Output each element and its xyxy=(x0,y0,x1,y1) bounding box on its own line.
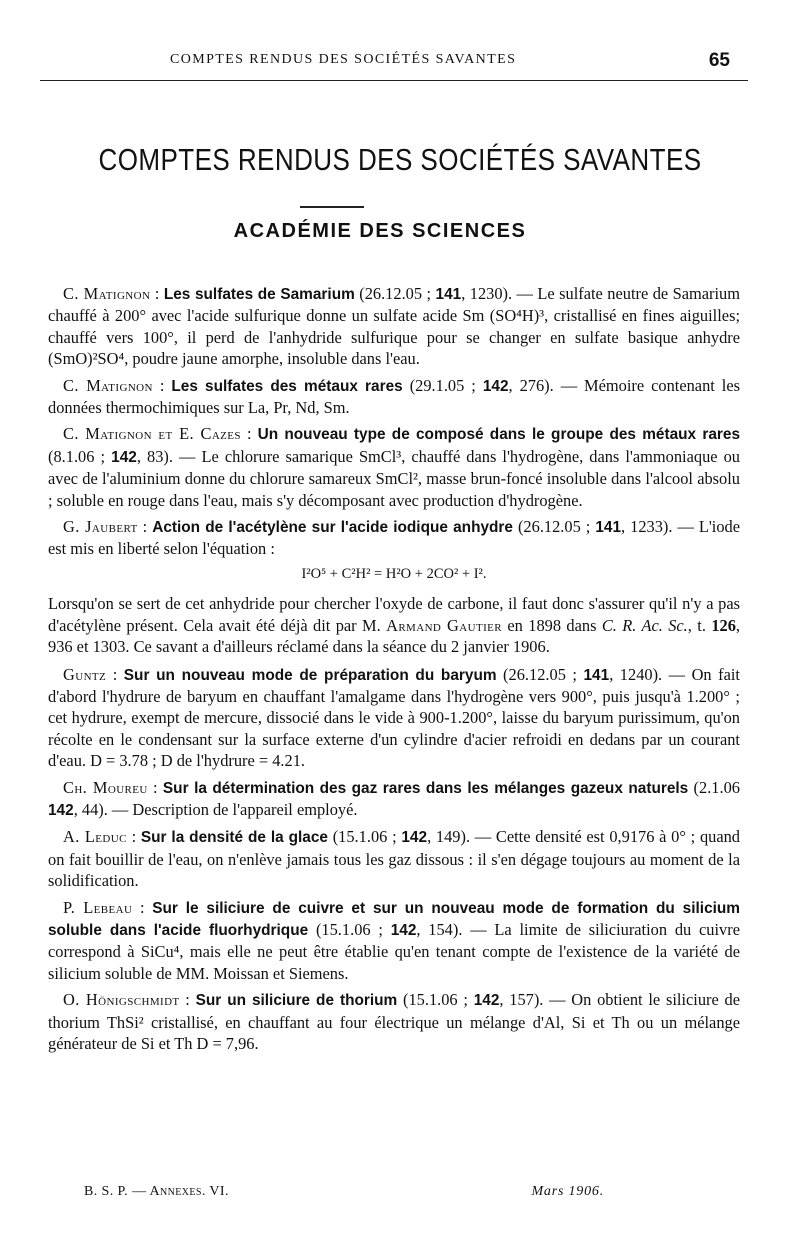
entry-volume: 141 xyxy=(583,666,610,684)
entry-sep: : xyxy=(152,375,172,395)
entry-matignon-cazes xyxy=(48,423,740,511)
entry-ref: (26.12.05 ; xyxy=(354,284,436,303)
entry-text: , 1230). — Le sulfate neutre de Samarium chauffé à 200° avec l'acide sulfurique donne un sulfate acide Sm (SO⁴H)³, cristallisé en fines aiguilles; chauffé vers 100°, il perd de l'anhydride sulfurique pour se changer en sulfate basique anhydre (SmO)²SO⁴, poudre jaune amorphe, insoluble dans l'eau. xyxy=(48,284,740,369)
entry-title: Sur le siliciure de cuivre et sur un nouveau mode de formation du silicium soluble dans l'acide fluorhydrique xyxy=(48,899,740,939)
entry-moureu xyxy=(48,777,740,822)
entry-title: Les sulfates de Samarium xyxy=(163,286,355,303)
entry-ref: (26.12.05 ; xyxy=(496,664,584,684)
entry-title: Sur un siliciure de thorium xyxy=(195,992,398,1010)
entry-volume: 141 xyxy=(595,519,622,537)
entry-leduc xyxy=(48,826,740,891)
entry-title: Action de l'acétylène sur l'acide iodique anhydre xyxy=(152,519,513,537)
section-title: ACADÉMIE DES SCIENCES xyxy=(233,220,527,242)
entry-text: , 154). — La limite de siliciuration du cuivre correspond à SiCu⁴, mais elle ne peut être établie qu'en tenant compte de l'existence de la variété de silicium soluble de MM. Moissan et Siemens. xyxy=(48,919,740,983)
title-rule xyxy=(300,206,364,208)
entry-author: C. Matignon et E. Cazes xyxy=(63,424,241,444)
entry-text: , 1240). — On fait d'abord l'hydrure de baryum en chauffant l'amalgame dans l'hydrogène vers 900°, puis jusqu'à 1.200° ; cet hydrure, exempt de mercure, dissocié dans le vide à 900-1.200°, laisse du baryum purissimum, qu'on récolte en le condensant sur la surface externe d'un cylindre d'acier refroidi en dedans par un courant d'eau. D = 3.78 ; D de l'hydrure = 4.21. xyxy=(48,664,740,771)
entry-sep: : xyxy=(240,424,258,444)
entry-volume: 142 xyxy=(111,448,137,466)
entry-text: , 157). — On obtient le siliciure de thorium ThSi² cristallisé, en chauffant au four électrique un mélange d'Al, Si et Th ou un mélange générateur de Si et Th D = 7,96. xyxy=(48,990,740,1053)
entry-text: , 149). — Cette densité est 0,9176 à 0° ; quand on fait bouillir de l'eau, on n'enlève jamais tous les gaz dissous : il s'en dégage toujours au moment de la solidification. xyxy=(48,827,740,891)
entry-volume: 142 xyxy=(390,921,417,939)
paragraph-text: , 936 et 1303. Ce savant a d'ailleurs réclamé dans la séance du 2 janvier 1906. xyxy=(48,615,741,657)
entry-volume: 142 xyxy=(48,801,74,819)
entry-ref: (8.1.06 ; xyxy=(48,446,112,466)
running-title: COMPTES RENDUS DES SOCIÉTÉS SAVANTES xyxy=(170,52,517,67)
entry-ref: (15.1.06 ; xyxy=(308,919,391,939)
entry-ref: (2.1.06 xyxy=(688,777,740,797)
entry-ref: (15.1.06 ; xyxy=(397,990,474,1010)
entry-author: P. Lebeau xyxy=(63,897,133,917)
entry-sep: : xyxy=(150,284,164,303)
entry-sep: : xyxy=(179,990,196,1010)
header-rule xyxy=(40,80,748,81)
entry-sep: : xyxy=(106,664,124,684)
entry-sep: : xyxy=(137,517,153,537)
entry-text: , 44). — Description de l'appareil employé. xyxy=(73,799,358,819)
entry-author: C. Matignon xyxy=(63,284,151,303)
entry-author: Ch. Moureu xyxy=(63,777,148,797)
entry-jaubert xyxy=(48,516,740,560)
entry-ref: (15.1.06 ; xyxy=(327,827,402,847)
entry-volume: 141 xyxy=(435,286,462,303)
entry-author: C. Matignon xyxy=(63,375,153,395)
running-header xyxy=(60,52,750,76)
paragraph-volume: 126 xyxy=(711,615,736,635)
entry-author: G. Jaubert xyxy=(63,517,138,537)
entry-text: , 276). — Mémoire contenant les données thermochimiques sur La, Pr, Nd, Sm. xyxy=(48,375,741,418)
footer-date: Mars 1906. xyxy=(531,1184,604,1199)
entry-author: Guntz xyxy=(63,664,107,684)
entry-volume: 142 xyxy=(482,377,509,395)
paragraph-text: Lorsqu'on se sert de cet anhydride pour chercher l'oxyde de carbone, il faut donc s'assurer qu'il n'y a pas d'acétylène présent. Cela avait été déjà dit par M. xyxy=(48,594,740,635)
paragraph-text: , t. xyxy=(687,615,712,635)
entry-sep: : xyxy=(147,777,163,797)
paragraph-person: Armand Gautier xyxy=(386,615,503,635)
entry-volume: 142 xyxy=(401,829,428,847)
footer-source: B. S. P. — Annexes. VI. xyxy=(84,1184,229,1199)
entry-title: Les sulfates des métaux rares xyxy=(171,377,403,395)
page-footer xyxy=(84,1184,604,1200)
paragraph-text: en 1898 dans xyxy=(502,615,602,635)
page-title: COMPTES RENDUS DES SOCIÉTÉS SAVANTES xyxy=(98,142,702,177)
entry-guntz xyxy=(48,664,740,772)
entry-text: , 1233). — L'iode est mis en liberté selon l'équation : xyxy=(48,517,741,559)
entry-author: A. Leduc xyxy=(63,827,127,847)
entry-sep: : xyxy=(126,827,141,847)
entry-ref: (29.1.05 ; xyxy=(402,375,483,395)
entry-title: Sur la détermination des gaz rares dans les mélanges gazeux naturels xyxy=(162,779,689,797)
entry-title: Un nouveau type de composé dans le groupe des métaux rares xyxy=(257,426,741,444)
entry-matignon-sulfates xyxy=(48,375,740,419)
entry-title: Sur la densité de la glace xyxy=(140,829,328,847)
entry-matignon-samarium xyxy=(48,283,740,370)
entry-ref: (26.12.05 ; xyxy=(512,517,596,537)
entry-lebeau xyxy=(48,897,740,985)
chemical-equation: I²O⁵ + C²H² = H²O + 2CO² + I². xyxy=(301,565,487,582)
entry-volume: 142 xyxy=(473,992,500,1010)
article-body xyxy=(48,283,740,1059)
entry-text: , 83). — Le chlorure samarique SmCl³, chauffé dans l'hydrogène, dans l'ammoniaque ou avec de l'aluminium donne du chlorure samareux SmCl², masse brun-foncé insoluble dans l'alcool absolu ; soluble en rouge dans l'eau, mais s'y décomposant avec production d'hydrogène. xyxy=(48,446,741,510)
entry-author: O. Hönigschmidt xyxy=(63,990,180,1010)
entry-honigschmidt xyxy=(48,989,740,1054)
page-number: 65 xyxy=(708,50,730,71)
paragraph-acetylene xyxy=(48,593,740,657)
entry-title: Sur un nouveau mode de préparation du baryum xyxy=(123,666,497,684)
paragraph-journal: C. R. Ac. Sc. xyxy=(601,615,688,635)
entry-sep: : xyxy=(132,897,153,917)
